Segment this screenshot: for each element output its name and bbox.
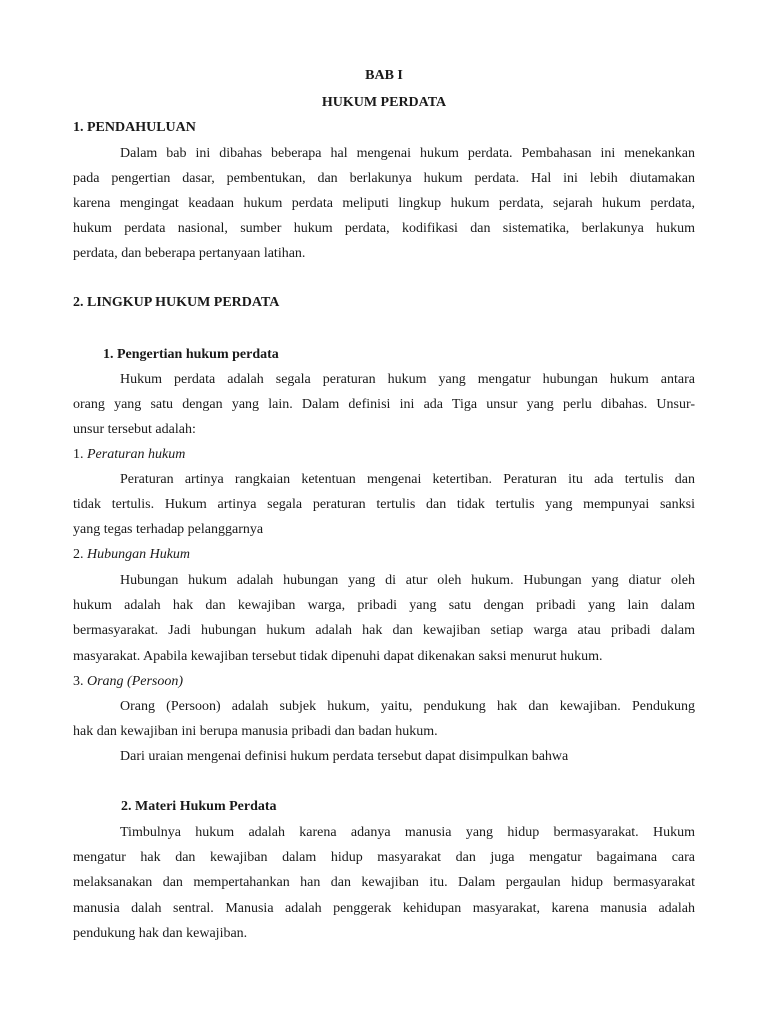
paragraph-line: orang yang satu dengan yang lain. Dalam definisi ini ada Tiga unsur yang perlu dibahas. Unsur- — [73, 397, 695, 412]
subsection-heading-pengertian: 1. Pengertian hukum perdata — [103, 347, 279, 362]
list-item-title — [73, 673, 695, 690]
paragraph-line: mengatur hak dan kewajiban dalam hidup masyarakat dan juga mengatur bagaimana cara — [73, 850, 695, 865]
paragraph-line: Hubungan hukum adalah hubungan yang di atur oleh hukum. Hubungan yang diatur oleh — [120, 573, 695, 588]
list-item-number: 2. — [73, 547, 84, 562]
paragraph-line: karena mengingat keadaan hukum perdata meliputi lingkup hukum perdata, sejarah hukum perdata, — [73, 196, 695, 211]
paragraph-line: bermasyarakat. Jadi hubungan hukum adalah hak dan kewajiban setiap warga atau pribadi dalam — [73, 623, 695, 638]
paragraph-line: Orang (Persoon) adalah subjek hukum, yaitu, pendukung hak dan kewajiban. Pendukung — [120, 699, 695, 714]
list-item-title — [73, 546, 695, 563]
paragraph-line: Hukum perdata adalah segala peraturan hukum yang mengatur hubungan hukum antara — [120, 372, 695, 387]
subsection-heading-materi: 2. Materi Hukum Perdata — [121, 799, 277, 814]
list-item-title — [73, 446, 695, 463]
paragraph-line: hukum adalah hak dan kewajiban warga, pribadi yang satu dengan pribadi yang lain dalam — [73, 598, 695, 613]
list-item-label: Hubungan Hukum — [87, 547, 191, 562]
paragraph-line: hak dan kewajiban ini berupa manusia pribadi dan badan hukum. — [73, 724, 438, 739]
paragraph-line: tidak tertulis. Hukum artinya segala peraturan tertulis dan tidak tertulis yang mempunyai sanksi — [73, 497, 695, 512]
section-heading-lingkup: 2. LINGKUP HUKUM PERDATA — [73, 295, 280, 310]
document-title: HUKUM PERDATA — [321, 95, 447, 110]
paragraph-line: Dalam bab ini dibahas beberapa hal mengenai hukum perdata. Pembahasan ini menekankan — [120, 146, 695, 161]
paragraph-line: pendukung hak dan kewajiban. — [73, 926, 248, 941]
paragraph-line: pada pengertian dasar, pembentukan, dan berlakunya hukum perdata. Hal ini lebih diutamakan — [73, 171, 695, 186]
paragraph-line: masyarakat. Apabila kewajiban tersebut tidak dipenuhi dapat dikenakan saksi menurut hukum. — [73, 649, 603, 664]
paragraph-line: Peraturan artinya rangkaian ketentuan mengenai ketertiban. Peraturan itu ada tertulis dan — [120, 472, 695, 487]
chapter-label: BAB I — [365, 68, 403, 83]
paragraph-line: melaksanakan dan mempertahankan han dan kewajiban itu. Dalam pergaulan hidup bermasyarakat — [73, 875, 695, 890]
paragraph-line: Timbulnya hukum adalah karena adanya manusia yang hidup bermasyarakat. Hukum — [120, 825, 695, 840]
paragraph-line: Dari uraian mengenai definisi hukum perdata tersebut dapat disimpulkan bahwa — [120, 749, 569, 764]
paragraph-line: perdata, dan beberapa pertanyaan latihan. — [73, 246, 306, 261]
paragraph-line: unsur tersebut adalah: — [73, 422, 196, 437]
list-item-label: Peraturan hukum — [87, 447, 186, 462]
paragraph-line: yang tegas terhadap pelanggarnya — [73, 522, 264, 537]
list-item-label: Orang (Persoon) — [87, 674, 184, 689]
list-item-number: 3. — [73, 674, 84, 689]
list-item-number: 1. — [73, 447, 84, 462]
paragraph-line: hukum perdata nasional, sumber hukum perdata, kodifikasi dan sistematika, berlakunya hukum — [73, 221, 695, 236]
section-heading-pendahuluan: 1. PENDAHULUAN — [73, 120, 196, 135]
paragraph-line: manusia dalah sentral. Manusia adalah penggerak kehidupan masyarakat, karena manusia adalah — [73, 901, 695, 916]
